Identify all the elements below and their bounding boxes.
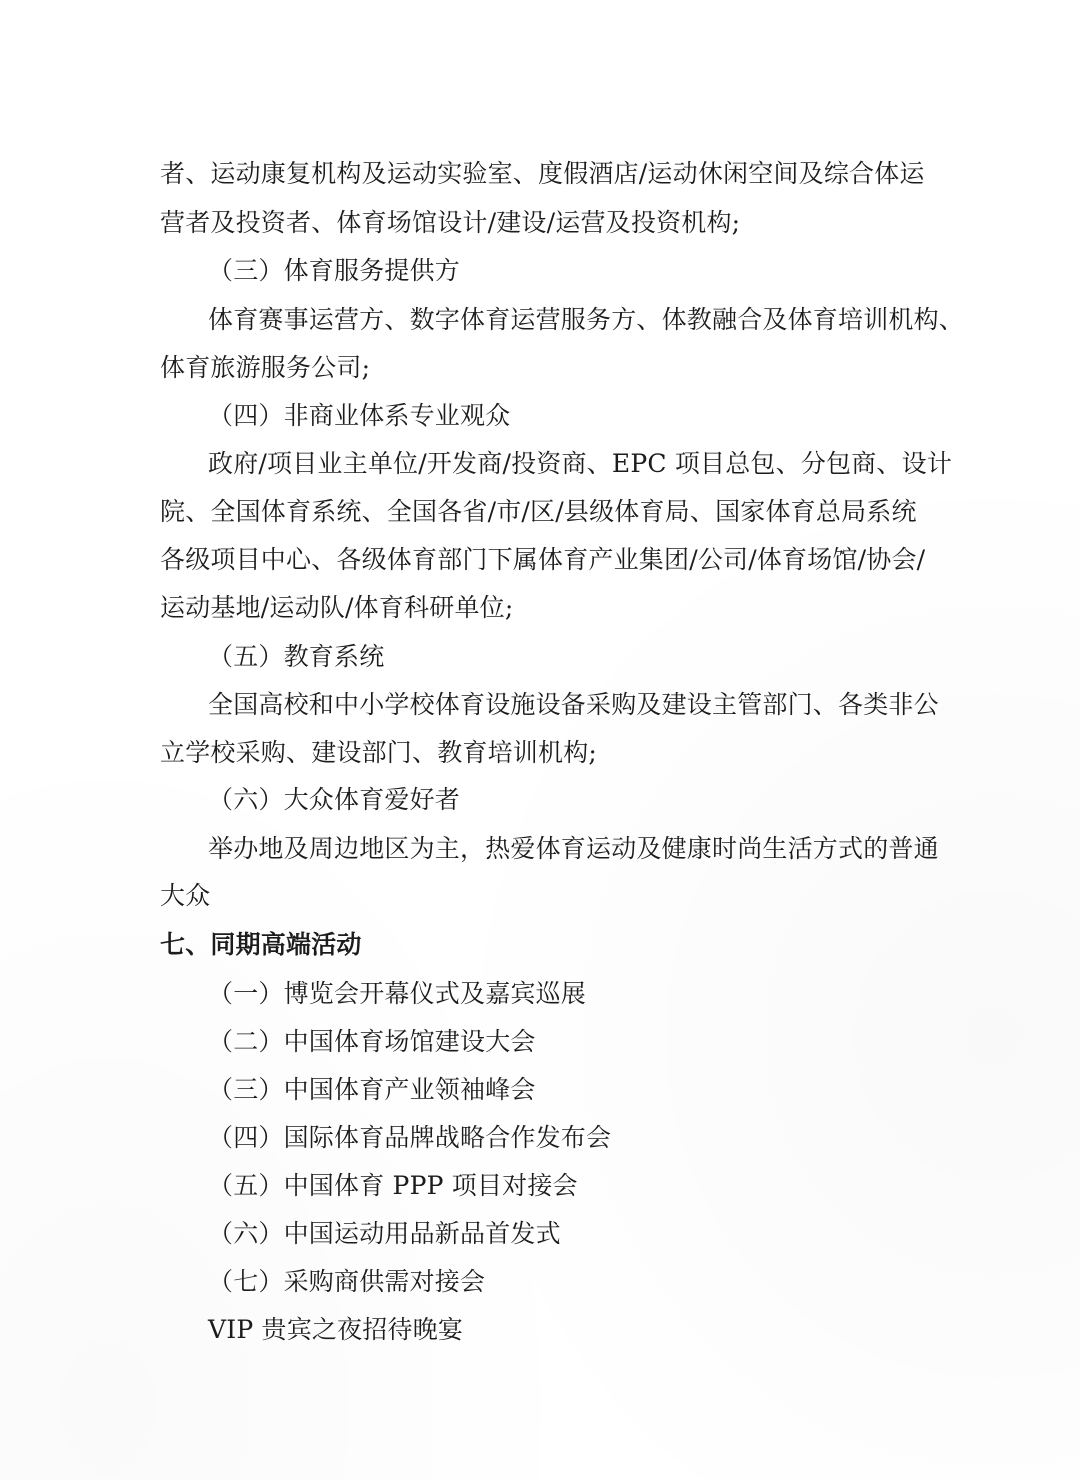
paragraph-line: 各级项目中心、各级体育部门下属体育产业集团/公司/体育场馆/协会/ bbox=[160, 545, 926, 574]
subheading-6: （六）大众体育爱好者 bbox=[208, 785, 461, 814]
paragraph-line: 者、运动康复机构及运动实验室、度假酒店/运动休闲空间及综合体运 bbox=[160, 159, 925, 188]
activity-item: （二）中国体育场馆建设大会 bbox=[208, 1027, 536, 1056]
activity-item: （四）国际体育品牌战略合作发布会 bbox=[208, 1123, 612, 1152]
paragraph-line: 政府/项目业主单位/开发商/投资商、EPC 项目总包、分包商、设计 bbox=[208, 449, 953, 478]
section-heading: 七、同期高端活动 bbox=[160, 930, 362, 959]
paragraph-line: 举办地及周边地区为主，热爱体育运动及健康时尚生活方式的普通 bbox=[208, 834, 939, 863]
activity-item: （一）博览会开幕仪式及嘉宾巡展 bbox=[208, 979, 587, 1008]
activity-item: （五）中国体育 PPP 项目对接会 bbox=[208, 1171, 578, 1200]
activity-item: （三）中国体育产业领袖峰会 bbox=[208, 1075, 536, 1104]
paragraph-line: 体育旅游服务公司; bbox=[160, 353, 371, 382]
activity-item: VIP 贵宾之夜招待晚宴 bbox=[208, 1315, 464, 1344]
paragraph-line: 营者及投资者、体育场馆设计/建设/运营及投资机构; bbox=[160, 208, 741, 237]
subheading-3: （三）体育服务提供方 bbox=[208, 256, 461, 285]
activity-item: （六）中国运动用品新品首发式 bbox=[208, 1219, 561, 1248]
activity-item: （七）采购商供需对接会 bbox=[208, 1267, 486, 1296]
paragraph-line: 大众 bbox=[160, 881, 211, 910]
subheading-4: （四）非商业体系专业观众 bbox=[208, 401, 511, 430]
paragraph-line: 体育赛事运营方、数字体育运营服务方、体教融合及体育培训机构、 bbox=[208, 305, 965, 334]
paragraph-line: 立学校采购、建设部门、教育培训机构; bbox=[160, 738, 598, 767]
paragraph-line: 院、全国体育系统、全国各省/市/区/县级体育局、国家体育总局系统 bbox=[160, 497, 917, 526]
subheading-5: （五）教育系统 bbox=[208, 642, 385, 671]
paragraph-line: 运动基地/运动队/体育科研单位; bbox=[160, 593, 514, 622]
paragraph-line: 全国高校和中小学校体育设施设备采购及建设主管部门、各类非公 bbox=[208, 690, 939, 719]
